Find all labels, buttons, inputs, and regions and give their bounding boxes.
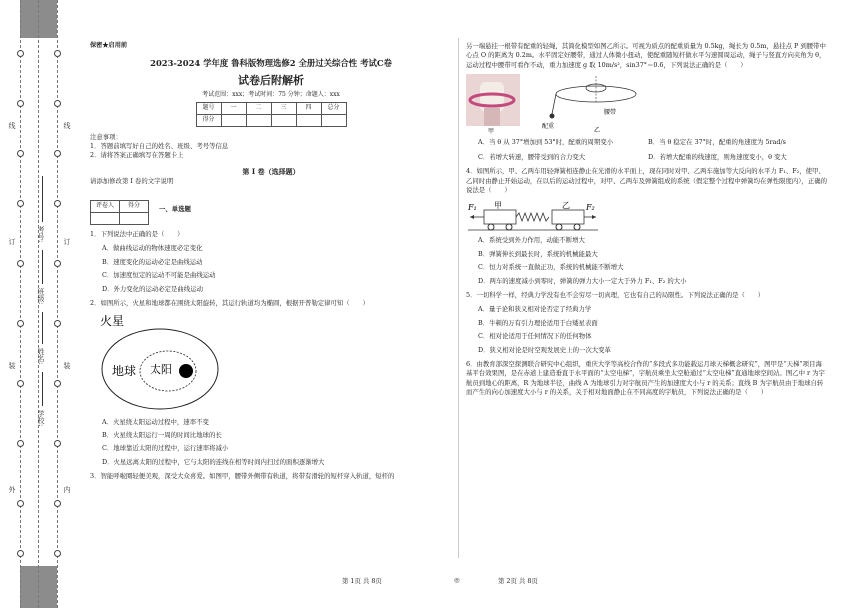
left-column	[90, 42, 452, 486]
binding-hole-icon	[17, 150, 24, 157]
q5-option: C．相对论适用于任何情况下的任何物体	[478, 332, 592, 341]
score-input-cell[interactable]	[246, 114, 271, 126]
binding-hole-icon	[54, 260, 61, 267]
binding-hole-icon	[17, 500, 24, 507]
q3-options-row2	[466, 153, 828, 162]
two-carts-figure	[468, 200, 598, 232]
binding-inner-line-char: 线	[63, 122, 71, 129]
score-head-cell: 总分	[321, 102, 346, 114]
reviewer-label: 评卷人	[91, 201, 120, 213]
spring-icon	[516, 213, 549, 221]
footer-left-page: 第 1页 共 8页	[342, 577, 382, 585]
name-field[interactable]	[42, 312, 43, 344]
section-hint: 请添加修改第 I 卷的文字说明	[90, 176, 174, 185]
exam-number-label: 考号:	[37, 226, 45, 243]
name-label: 姓名:	[37, 348, 45, 365]
binding-outer-zhuang-char: 装	[8, 362, 16, 369]
q3-option: B．当 θ 稳定在 37°时，配重的角速度为 5rad/s	[648, 137, 786, 146]
right-column	[466, 42, 828, 402]
cart-yi	[552, 210, 584, 224]
jia-label: 甲	[494, 201, 502, 211]
q2-option: C．地球靠近太阳的过程中，运行速率将减小	[102, 444, 229, 453]
q1-option: B．速度变化的运动必定是曲线运动	[102, 257, 203, 266]
binding-hole-icon	[54, 380, 61, 387]
sun-icon	[179, 364, 193, 378]
yi-label: 乙	[562, 201, 570, 211]
q4-stem: 4．如图所示，甲、乙两车用轻弹簧相连静止在光滑的水平面上，现在同时对甲、乙两车施加等大反向的水平力 F₁、F₂，使甲、乙同时由静止开始运动，在以后的运动过程中，对甲、乙两车及弹簧组成的系统（假定整个过程中弹簧均在弹性限度内），正确的说法是（ ）	[466, 167, 828, 194]
binding-hole-icon	[17, 100, 24, 107]
reviewer-score-cell[interactable]	[120, 213, 149, 225]
sun-label: 太阳	[150, 363, 172, 377]
secret-label: 保密★启用前	[90, 42, 128, 49]
earth-label: 地球	[112, 364, 137, 379]
f1-label: F₁	[468, 203, 477, 213]
fig-belt-label: 腰带	[604, 108, 617, 116]
score-head-cell: 三	[271, 102, 296, 114]
hula-hoop-photo	[466, 74, 520, 134]
q3-stem-right: 另一端悬挂一根带有配重的轻绳，其简化模型如图乙所示。可视为质点的配重质量为 0.5kg，绳长为 0.5m，悬挂点 P 到腰带中心点 O 的距离为 0.2m。水平固定好腰带，通过人体微小扭动，使配重随短杆做水平匀速圆周运动，绳子与竖直方向夹角为 θ，运动过程中腰带可看作不动，重力加速度 g 取 10m/s²，sin37°＝0.6，下列说法正确的是（ ）	[466, 42, 826, 69]
q2-stem: 2．如图所示，火星和地球都在围绕太阳旋转，其运行轨道均为椭圆，根据开普勒定律可知（ ）	[90, 299, 369, 308]
class-field[interactable]	[42, 250, 43, 284]
q4-option: D．两车的速度减小到零时，弹簧的弹力大小一定大于外力 F₁、F₂ 的大小	[478, 276, 687, 285]
exam-subtitle: 试卷后附解析	[238, 74, 304, 88]
q3-options-row1	[466, 138, 828, 147]
school-label: 学校:	[37, 410, 45, 427]
q3-option: A．当 θ 从 37°增加到 53°时，配重的周期变小	[478, 137, 614, 146]
binding-hole-icon	[54, 320, 61, 327]
binding-outer-ding-char: 订	[8, 238, 16, 245]
q1-option: D．外力变化的运动必定是曲线运动	[102, 284, 203, 293]
notes-title: 注意事项：	[90, 132, 122, 141]
score-head-cell: 一	[221, 102, 246, 114]
class-label: 班级:	[37, 288, 45, 305]
binding-inner-char: 内	[63, 486, 71, 493]
q4-option: B．弹簧伸长到最长时，系统的机械能最大	[478, 249, 598, 258]
footer-mid-icon: ◎	[454, 576, 460, 584]
binding-hole-icon	[54, 50, 61, 57]
q1-option: A．做曲线运动的物体速度必定变化	[102, 244, 203, 253]
score-input-cell[interactable]	[296, 114, 321, 126]
q5-option: B．牛顿的万有引力理论适用于白矮星表面	[478, 318, 598, 327]
q2-option: B．火星绕太阳运行一周的时间比地球的长	[102, 430, 222, 439]
q2-option: D．火星远离太阳的过程中，它与太阳的连线在相等时间内扫过的面积逐渐增大	[102, 457, 325, 466]
binding-hole-icon	[54, 200, 61, 207]
section-title: 第 I 卷（选择题）	[242, 166, 300, 176]
cart-jia	[484, 210, 516, 224]
binding-hole-icon	[54, 440, 61, 447]
q5-option: D．狭义相对论是时空观发展史上的一次大变革	[478, 345, 611, 354]
exam-info: 考试范围：xxx；考试时间：75 分钟；命题人：xxx	[202, 91, 340, 99]
score-head-cell: 二	[246, 102, 271, 114]
part-title: 一、单选题	[159, 204, 191, 213]
binding-hole-icon	[17, 380, 24, 387]
fig-yi-label: 乙	[594, 126, 601, 134]
binding-dash-line-left	[20, 0, 21, 608]
mars-label: 火星	[100, 314, 125, 329]
binding-outer-line-char: 线	[8, 122, 16, 129]
q5-stem: 5．一切科学一样，经典力学没有也不会穷尽一切真理，它也有自己的局限性。下列说法正确的是（ ）	[466, 291, 765, 300]
notes-item: 1．答题前填写好自己的姓名、班级、考号等信息	[90, 142, 229, 151]
q4-option: C．恒力对系统一直做正功，系统的机械能不断增大	[478, 263, 624, 272]
footer-right-page: 第 2页 共 8页	[498, 577, 538, 585]
reviewer-score-label: 得分	[120, 201, 149, 213]
binding-hole-icon	[17, 550, 24, 557]
q5-option: A．量子论和狭义相对论否定了经典力学	[478, 305, 592, 314]
binding-outer-char: 外	[8, 486, 16, 493]
score-input-cell[interactable]	[221, 114, 246, 126]
q3-figures	[466, 74, 828, 134]
binding-hole-icon	[17, 260, 24, 267]
binding-dash-line-right	[57, 0, 58, 608]
score-head-cell: 四	[296, 102, 321, 114]
binding-hole-icon	[54, 150, 61, 157]
weight-icon	[550, 113, 555, 118]
exam-title: 2023-2024 学年度 鲁科版物理选修2 全册过关综合性 考试C卷	[150, 57, 392, 68]
score-table	[196, 102, 347, 127]
f2-label: F₂	[586, 203, 595, 213]
notes-item: 2．请将答案正确填写在答题卡上	[90, 151, 184, 160]
binding-hole-icon	[17, 440, 24, 447]
reviewer-block	[90, 200, 452, 225]
hula-hoop-model	[542, 74, 652, 134]
binding-hole-icon	[17, 50, 24, 57]
q3-option: D．若增大配重的线速度，则角速度变小，θ 变大	[648, 153, 787, 162]
q3-stem-left: 3．智能呼啦圈轻便美观，深受大众喜爱。如图甲，腰带外侧带有轨道，将带有滑轮的短杆穿入轨道，短杆的	[90, 472, 395, 481]
fig-weight-label: 配重	[542, 122, 555, 130]
score-row-label: 得分	[196, 114, 221, 126]
orbit-figure	[98, 313, 228, 413]
q4-option: A．系统受到外力作用，动能不断增大	[478, 236, 585, 245]
exam-number-field[interactable]	[42, 176, 43, 222]
binding-hole-icon	[54, 100, 61, 107]
column-divider	[458, 38, 459, 558]
binding-hole-icon	[17, 200, 24, 207]
q1-stem: 1．下列说法中正确的是（ ）	[90, 230, 184, 239]
binding-hole-icon	[54, 550, 61, 557]
reviewer-input-cell[interactable]	[91, 213, 120, 225]
q1-option: C．加速度恒定的运动不可能是曲线运动	[102, 271, 216, 280]
score-input-cell[interactable]	[321, 114, 346, 126]
score-input-cell[interactable]	[271, 114, 296, 126]
q6-stem: 6．由教育部深空探测联合研究中心组织，重庆大学等高校合作的“多段式多功能载运月球天梯概念研究”，图甲是“天梯”项目海基平台效果图，是在赤道上建造垂直于水平面的“太空电梯”，宇航员乘坐太空舱通过“太空电梯”直通地球空间站。图乙中 r 为宇航员到地心的距离，R 为地球半径，曲线 A 为地球引力对宇航员产生的加速度大小与 r 的关系；直线 B 为宇航员由于地球自转而产生的向心加速度大小与 r 的关系，关于相对地面静止在不同高度的宇航员，下列说法正确的是（ ）	[466, 360, 825, 396]
binding-hole-icon	[54, 500, 61, 507]
score-head-cell: 题号	[196, 102, 221, 114]
binding-inner-zhuang-char: 装	[63, 362, 71, 369]
q3-option: C．若增大转速，腰带受到的合力变大	[478, 153, 586, 162]
binding-hole-icon	[17, 320, 24, 327]
reviewer-table	[90, 200, 149, 225]
school-field[interactable]	[42, 372, 43, 406]
fig-jia-label: 甲	[488, 127, 495, 134]
q2-option: A．火星绕太阳运动过程中，速率不变	[102, 417, 209, 426]
binding-inner-ding-char: 订	[63, 238, 71, 245]
